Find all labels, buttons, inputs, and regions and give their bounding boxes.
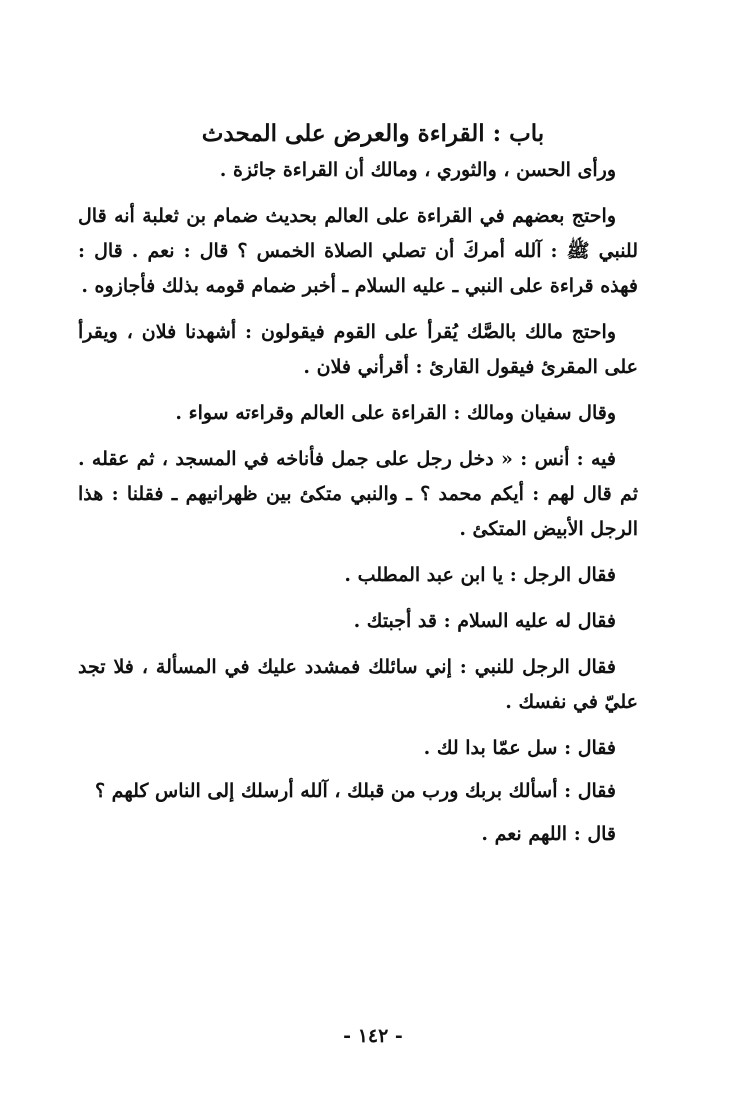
paragraph-8: فقال الرجل للنبي : إني سائلك فمشدد عليك في المسألة ، فلا تجد عليّ في نفسك .	[78, 656, 638, 713]
paragraph-4: وقال سفيان ومالك : القراءة على العالم وقراءته سواء .	[175, 402, 616, 424]
page-number: - ١٤٢ -	[343, 1025, 403, 1047]
paragraph-10: فقال : أسألك بربك ورب من قبلك ، آلله أرسلك إلى الناس كلهم ؟	[94, 780, 616, 802]
paragraph-5: فيه : أنس : « دخل رجل على جمل فأناخه في المسجد ، ثم عقله . ثم قال لهم : أيكم محمد ؟ ـ والنبي متكئ بين ظهرانيهم ـ فقلنا : هذا الرجل الأبيض المتكئ .	[78, 448, 638, 540]
paragraph-7: فقال له عليه السلام : قد أجبتك .	[353, 610, 616, 632]
paragraph-2: واحتج بعضهم في القراءة على العالم بحديث ضمام بن ثعلبة أنه قال للنبي ﷺ : آلله أمركَ أن تصلي الصلاة الخمس ؟ قال : نعم . قال : فهذه قراءة على النبي ـ عليه السلام ـ أخبر ضمام قومه بذلك فأجازوه .	[78, 205, 638, 297]
paragraph-9: فقال : سل عمّا بدا لك .	[423, 737, 616, 759]
paragraph-6: فقال الرجل : يا ابن عبد المطلب .	[344, 564, 616, 586]
paragraph-3: واحتج مالك بالصَّك يُقرأ على القوم فيقولون : أشهدنا فلان ، ويقرأ على المقرئ فيقول القارئ : أقرأني فلان .	[78, 321, 638, 378]
page-body	[78, 120, 638, 860]
paragraph-1: ورأى الحسن ، والثوري ، ومالك أن القراءة جائزة .	[219, 159, 616, 181]
paragraph-11: قال : اللهم نعم .	[481, 823, 616, 845]
page-title: باب : القراءة والعرض على المحدث	[201, 120, 545, 147]
